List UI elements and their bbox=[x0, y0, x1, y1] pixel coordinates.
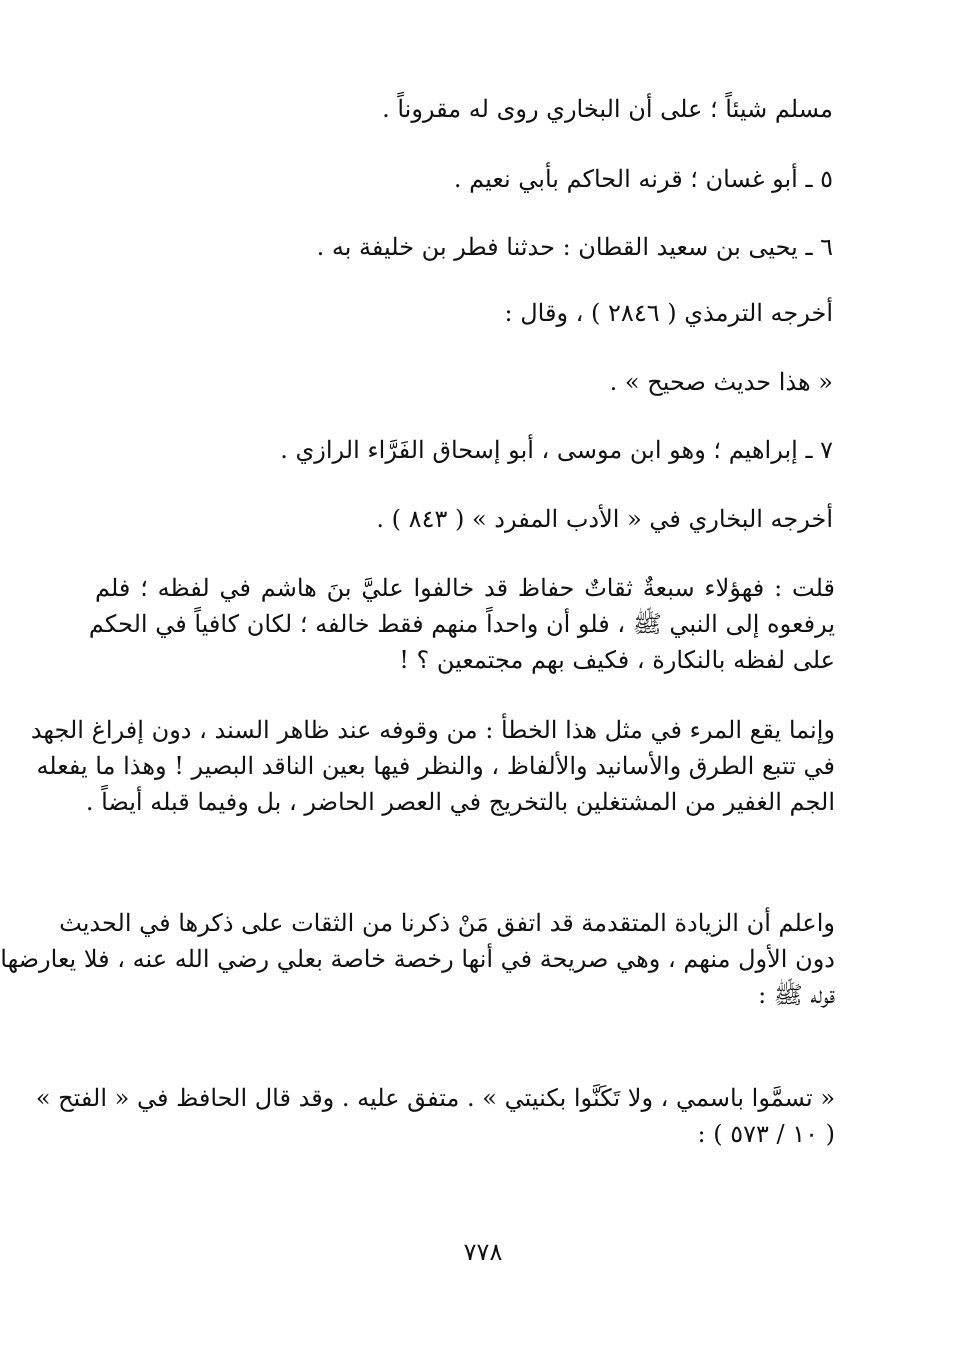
paragraph-1-line-1: قلت : فهؤلاء سبعةٌ ثقاتٌ حفاظ قد خالفوا عليَّ بنَ هاشم في لفظه ؛ فلم bbox=[95, 574, 835, 602]
paragraph-4-line-2: ( ١٠ / ٥٧٣ ) : bbox=[697, 1120, 835, 1148]
text-line-1: مسلم شيئاً ؛ على أن البخاري روى له مقروناً . bbox=[382, 95, 833, 123]
paragraph-2-line-3: الجم الغفير من المشتغلين بالتخريج في العصر الحاضر ، بل وفيما قبله أيضاً . bbox=[85, 788, 835, 816]
paragraph-2-line-2: في تتبع الطرق والأسانيد والألفاظ ، والنظر فيها بعين الناقد البصير ! وهذا ما يفعله bbox=[36, 752, 835, 780]
paragraph-1 bbox=[88, 570, 835, 678]
paragraph-4-line-1: « تسمَّوا باسمي ، ولا تَكَنَّوا بكنيتي » . متفق عليه . وقد قال الحافظ في « الفتح » bbox=[35, 1084, 835, 1112]
paragraph-3-line-1: واعلم أن الزيادة المتقدمة قد اتفق مَنْ ذكرنا من الثقات على ذكرها في الحديث bbox=[59, 909, 835, 937]
paragraph-3-line-2: دون الأول منهم ، وهي صريحة في أنها رخصة خاصة بعلي رضي الله عنه ، فلا يعارضها bbox=[0, 945, 835, 973]
paragraph-2 bbox=[30, 712, 835, 820]
text-line-bukhari-adab: أخرجه البخاري في « الأدب المفرد » ( ٨٤٣ ) . bbox=[376, 505, 833, 533]
paragraph-3-line-3: قوله ﷺ : bbox=[758, 981, 835, 1009]
paragraph-2-line-1: وإنما يقع المرء في مثل هذا الخطأ : من وقوفه عند ظاهر السند ، دون إفراغ الجهد bbox=[30, 716, 835, 744]
paragraph-1-line-3: على لفظه بالنكارة ، فكيف بهم مجتمعين ؟ ! bbox=[399, 646, 835, 674]
text-line-narrator-7: ٧ ـ إبراهيم ؛ وهو ابن موسى ، أبو إسحاق الفَرَّاء الرازي . bbox=[280, 436, 833, 464]
text-line-narrator-6: ٦ ـ يحيى بن سعيد القطان : حدثنا فطر بن خليفة به . bbox=[316, 233, 833, 261]
paragraph-4 bbox=[35, 1080, 835, 1152]
paragraph-3 bbox=[0, 905, 835, 1013]
paragraph-1-line-2: يرفعوه إلى النبي ﷺ ، فلو أن واحداً منهم فقط خالفه ؛ لكان كافياً في الحكم bbox=[88, 610, 835, 638]
page-number: ٧٧٨ bbox=[463, 1238, 503, 1266]
text-line-quote: « هذا حديث صحيح » . bbox=[609, 368, 833, 396]
text-line-tirmidhi: أخرجه الترمذي ( ٢٨٤٦ ) ، وقال : bbox=[504, 299, 833, 327]
text-line-narrator-5: ٥ ـ أبو غسان ؛ قرنه الحاكم بأبي نعيم . bbox=[453, 165, 833, 193]
